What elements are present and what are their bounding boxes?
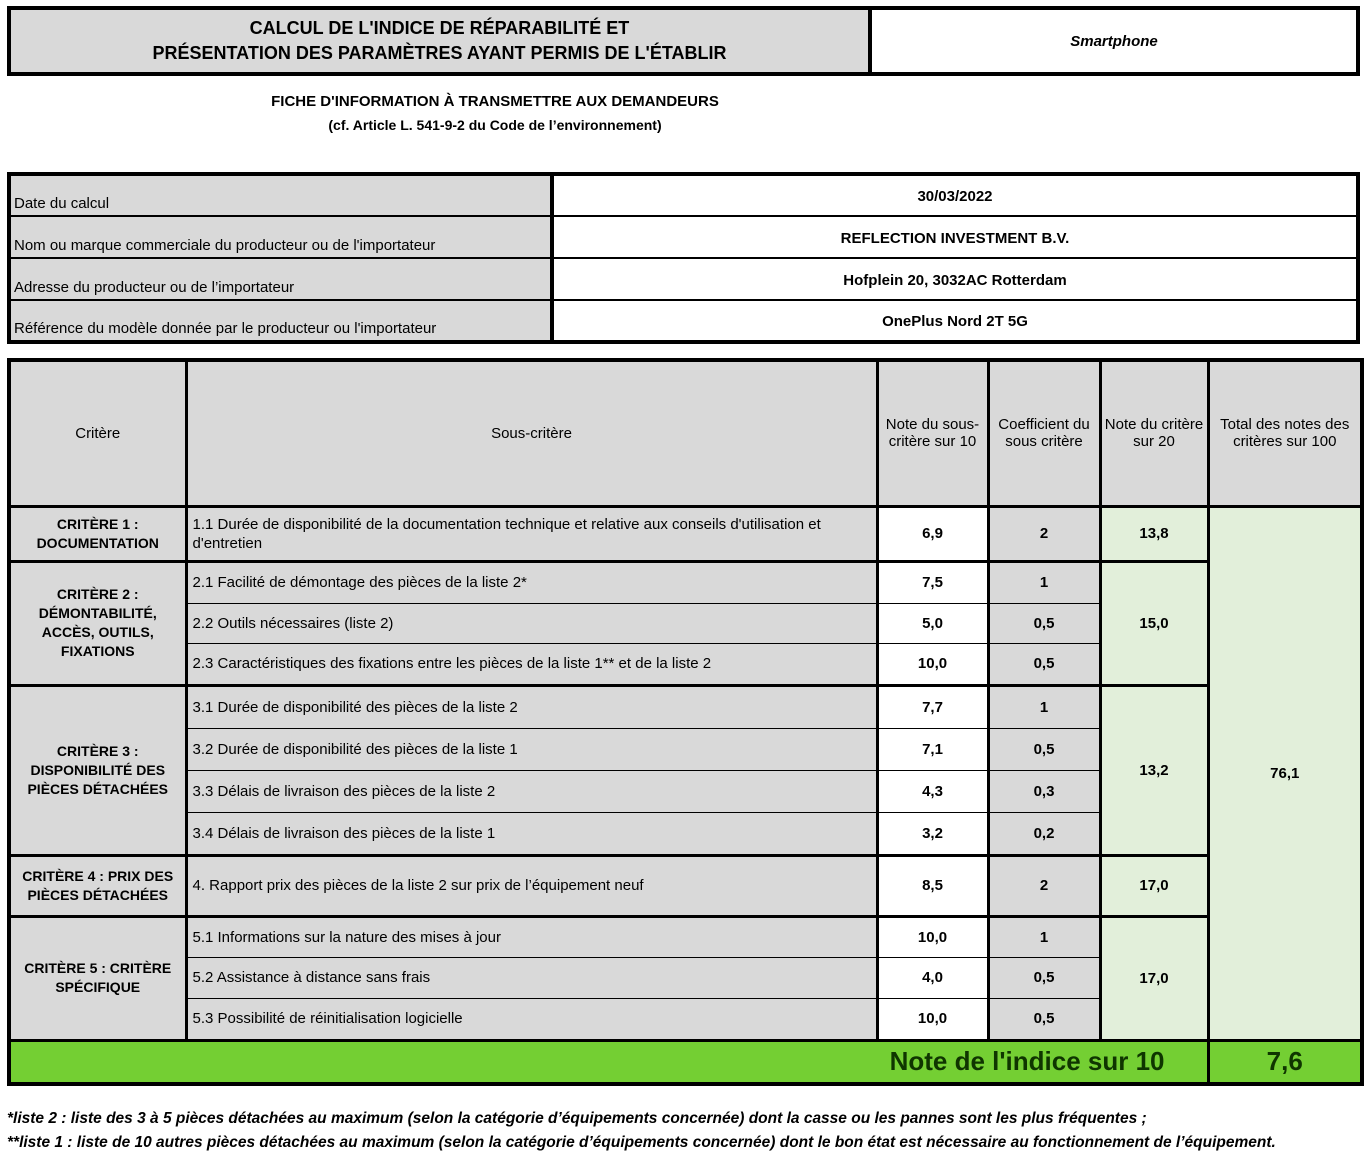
table-row <box>9 685 1362 728</box>
info-row <box>9 174 1358 216</box>
header-total: Total des notes des critères sur 100 <box>1208 360 1362 506</box>
footnote-liste-2: *liste 2 : liste des 3 à 5 pièces détachées au maximum (selon la catégorie d’équipements concernée) dont la casse ou les pannes sont les plus fréquentes ; <box>7 1110 1147 1127</box>
score-2-2: 5,0 <box>877 603 988 643</box>
product-category: Smartphone <box>872 10 1356 72</box>
coef-5-2: 0,5 <box>988 957 1100 998</box>
sub-critere-5-3: 5.3 Possibilité de réinitialisation logicielle <box>186 998 877 1040</box>
coef-3-3: 0,3 <box>988 770 1100 812</box>
note20-critere-4: 17,0 <box>1100 855 1208 916</box>
table-row <box>9 561 1362 603</box>
note20-critere-5: 17,0 <box>1100 916 1208 1040</box>
criteria-table <box>7 358 1364 1086</box>
info-value-producer-name: REFLECTION INVESTMENT B.V. <box>552 216 1358 258</box>
footnote-liste-1: **liste 1 : liste de 10 autres pièces détachées au maximum (selon la catégorie d’équipements concernée) dont le bon état est nécessaire au fonctionnement de l’équipement. <box>7 1134 1276 1151</box>
table-row <box>9 916 1362 957</box>
table-row <box>9 855 1362 916</box>
coef-1-1: 2 <box>988 506 1100 561</box>
sub-critere-2-2: 2.2 Outils nécessaires (liste 2) <box>186 603 877 643</box>
coef-3-1: 1 <box>988 685 1100 728</box>
note20-critere-3: 13,2 <box>1100 685 1208 855</box>
index-score-value: 7,6 <box>1208 1040 1362 1084</box>
info-label-producer-address: Adresse du producteur ou de l’importateur <box>9 258 552 300</box>
info-value-model-reference: OnePlus Nord 2T 5G <box>552 300 1358 342</box>
score-3-1: 7,7 <box>877 685 988 728</box>
sub-critere-4: 4. Rapport prix des pièces de la liste 2 sur prix de l’équipement neuf <box>186 855 877 916</box>
score-5-2: 4,0 <box>877 957 988 998</box>
score-3-3: 4,3 <box>877 770 988 812</box>
info-row <box>9 216 1358 258</box>
table-row <box>9 506 1362 561</box>
document-title <box>11 10 872 72</box>
subtitle-line2: (cf. Article L. 541-9-2 du Code de l’environnement) <box>328 117 662 133</box>
critere-4-name: CRITÈRE 4 : PRIX DES PIÈCES DÉTACHÉES <box>9 855 186 916</box>
document-title-line2: PRÉSENTATION DES PARAMÈTRES AYANT PERMIS DE L'ÉTABLIR <box>152 43 727 63</box>
score-3-2: 7,1 <box>877 728 988 770</box>
sub-critere-2-3: 2.3 Caractéristiques des fixations entre les pièces de la liste 1** et de la liste 2 <box>186 643 877 685</box>
header-note-critere: Note du critère sur 20 <box>1100 360 1208 506</box>
producer-info-table <box>7 172 1360 344</box>
coef-2-2: 0,5 <box>988 603 1100 643</box>
header-coefficient: Coefficient du sous critère <box>988 360 1100 506</box>
note20-critere-1: 13,8 <box>1100 506 1208 561</box>
score-2-3: 10,0 <box>877 643 988 685</box>
header-band <box>7 6 1360 76</box>
header-sous-critere: Sous-critère <box>186 360 877 506</box>
score-5-1: 10,0 <box>877 916 988 957</box>
coef-5-3: 0,5 <box>988 998 1100 1040</box>
header-note-sous-critere: Note du sous-critère sur 10 <box>877 360 988 506</box>
info-row <box>9 300 1358 342</box>
coef-4: 2 <box>988 855 1100 916</box>
document-title-line1: CALCUL DE L'INDICE DE RÉPARABILITÉ ET <box>249 18 630 38</box>
sub-critere-5-2: 5.2 Assistance à distance sans frais <box>186 957 877 998</box>
sub-critere-3-1: 3.1 Durée de disponibilité des pièces de la liste 2 <box>186 685 877 728</box>
info-label-model-reference: Référence du modèle donnée par le producteur ou l'importateur <box>9 300 552 342</box>
subtitle <box>0 91 990 137</box>
coef-2-1: 1 <box>988 561 1100 603</box>
score-1-1: 6,9 <box>877 506 988 561</box>
sub-critere-1-1: 1.1 Durée de disponibilité de la documentation technique et relative aux conseils d'utilisation et d'entretien <box>186 506 877 561</box>
score-3-4: 3,2 <box>877 812 988 855</box>
sub-critere-3-4: 3.4 Délais de livraison des pièces de la liste 1 <box>186 812 877 855</box>
info-label-producer-name: Nom ou marque commerciale du producteur ou de l'importateur <box>9 216 552 258</box>
header-critere: Critère <box>9 360 186 506</box>
sub-critere-3-2: 3.2 Durée de disponibilité des pièces de la liste 1 <box>186 728 877 770</box>
note20-critere-2: 15,0 <box>1100 561 1208 685</box>
info-value-producer-address: Hofplein 20, 3032AC Rotterdam <box>552 258 1358 300</box>
score-2-1: 7,5 <box>877 561 988 603</box>
index-score-row <box>9 1040 1362 1084</box>
critere-1-name: CRITÈRE 1 : DOCUMENTATION <box>9 506 186 561</box>
total-sur-100: 76,1 <box>1208 506 1362 1040</box>
sub-critere-2-1: 2.1 Facilité de démontage des pièces de la liste 2* <box>186 561 877 603</box>
info-label-date: Date du calcul <box>9 174 552 216</box>
score-5-3: 10,0 <box>877 998 988 1040</box>
sub-critere-5-1: 5.1 Informations sur la nature des mises à jour <box>186 916 877 957</box>
info-row <box>9 258 1358 300</box>
index-score-label: Note de l'indice sur 10 <box>9 1040 1208 1084</box>
score-4: 8,5 <box>877 855 988 916</box>
coef-3-2: 0,5 <box>988 728 1100 770</box>
critere-2-name: CRITÈRE 2 : DÉMONTABILITÉ, ACCÈS, OUTILS, FIXATIONS <box>9 561 186 685</box>
coef-3-4: 0,2 <box>988 812 1100 855</box>
footnotes <box>7 1107 1363 1155</box>
critere-5-name: CRITÈRE 5 : CRITÈRE SPÉCIFIQUE <box>9 916 186 1040</box>
criteria-table-header <box>9 360 1362 506</box>
coef-2-3: 0,5 <box>988 643 1100 685</box>
subtitle-line1: FICHE D'INFORMATION À TRANSMETTRE AUX DEMANDEURS <box>271 93 719 110</box>
info-value-date: 30/03/2022 <box>552 174 1358 216</box>
critere-3-name: CRITÈRE 3 : DISPONIBILITÉ DES PIÈCES DÉTACHÉES <box>9 685 186 855</box>
sub-critere-3-3: 3.3 Délais de livraison des pièces de la liste 2 <box>186 770 877 812</box>
coef-5-1: 1 <box>988 916 1100 957</box>
